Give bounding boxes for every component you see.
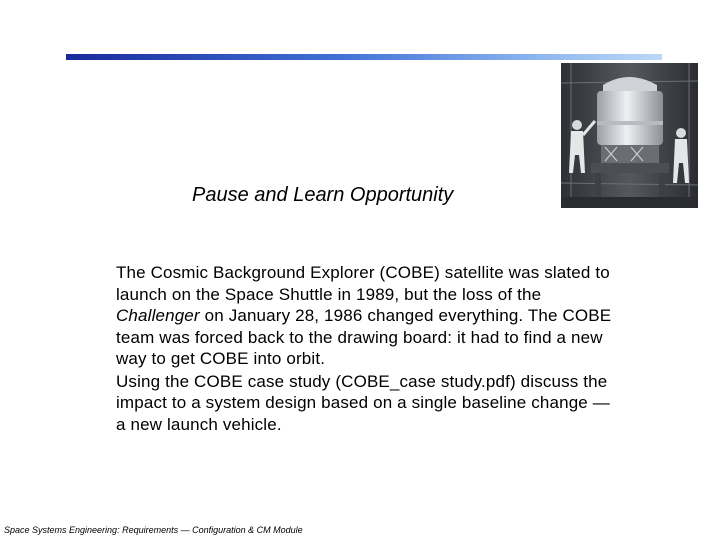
slide-title: Pause and Learn Opportunity	[192, 184, 454, 206]
paragraph-1-text-end: on January 28, 1986 changed everything. The COBE team was forced back to the drawing board: it had to find a new way to get COBE into orbit.	[116, 306, 612, 368]
paragraph-1-text-start: The Cosmic Background Explorer (COBE) satellite was slated to launch on the Space Shuttle in 1989, but the loss of the	[116, 263, 610, 304]
challenger-emphasis: Challenger	[116, 306, 200, 325]
slide-footer: Space Systems Engineering: Requirements — Configuration & CM Module	[4, 525, 303, 535]
body-paragraph-2: Using the COBE case study (COBE_case study.pdf) discuss the impact to a system design based on a single baseline change — a new launch vehicle.	[116, 371, 610, 434]
body-paragraph-1	[116, 262, 616, 370]
slide-body	[116, 262, 616, 436]
title-accent-bar	[66, 54, 662, 60]
satellite-photo	[561, 63, 698, 208]
